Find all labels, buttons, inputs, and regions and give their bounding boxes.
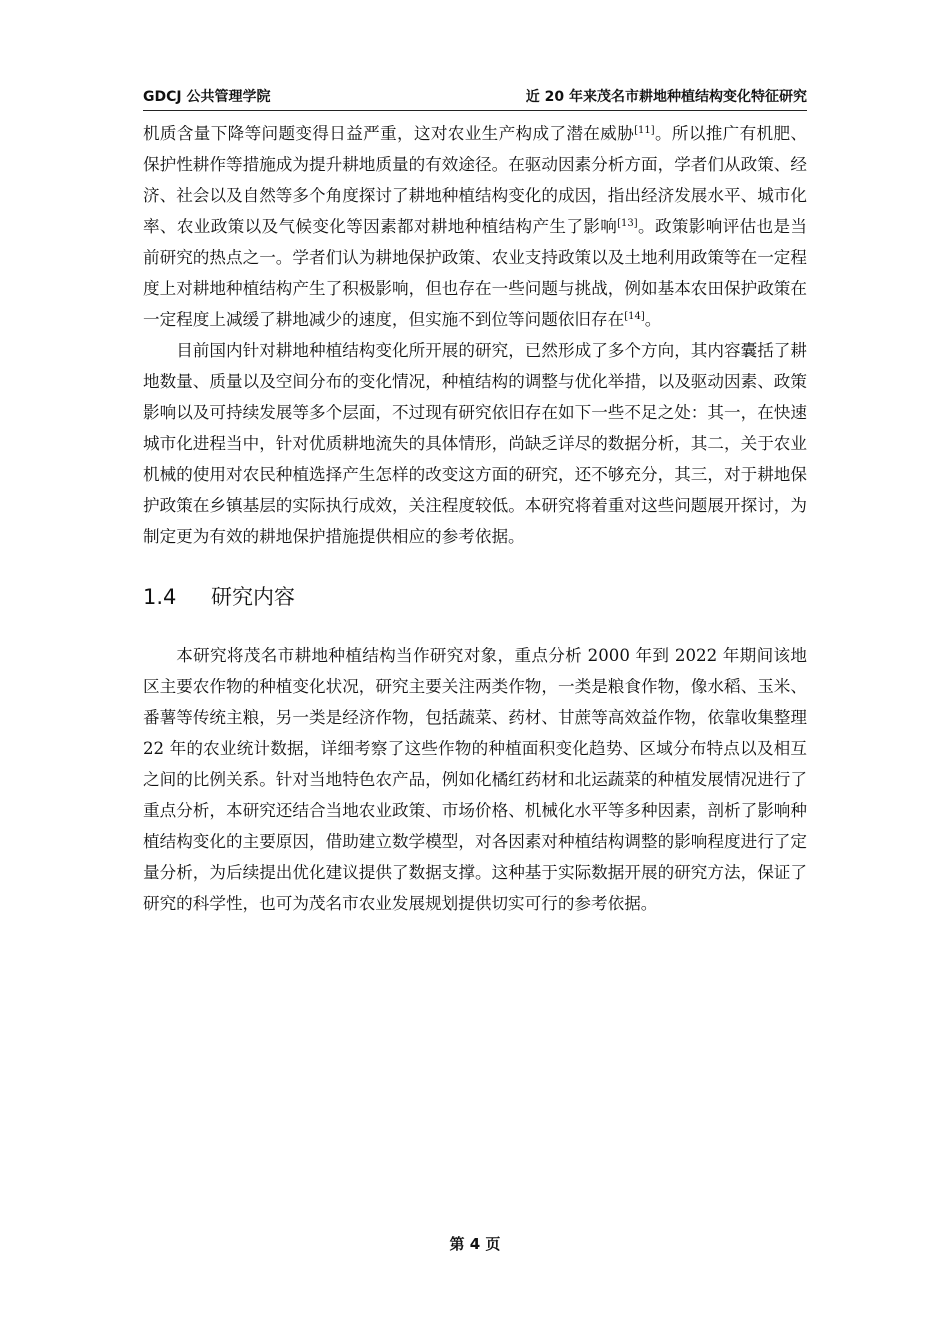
page-header [143, 86, 807, 106]
citation: [11] [634, 125, 655, 136]
paragraph-research-gaps: 目前国内针对耕地种植结构变化所开展的研究，已然形成了多个方向，其内容囊括了耕地数量、质量以及空间分布的变化情况，种植结构的调整与优化举措，以及驱动因素、政策影响以及可持续发展等多个层面，不过现有研究依旧存在如下一些不足之处：其一，在快速城市化进程当中，针对优质耕地流失的具体情形，尚缺乏详尽的数据分析，其二，关于农业机械的使用对农民种植选择产生怎样的改变这方面的研究，还不够充分，其三，对于耕地保护政策在乡镇基层的实际执行成效，关注程度较低。本研究将着重对这些问题展开探讨，为制定更为有效的耕地保护措施提供相应的参考依据。 [143, 341, 807, 546]
paragraph-text: 机质含量下降等问题变得日益严重，这对农业生产构成了潜在威胁 [143, 124, 635, 143]
paragraph-text: 。 [644, 310, 662, 329]
paragraph-text: 。政策影响评估也是当前研究的热点之一。学者们认为耕地保护政策、农业支持政策以及土地利用政策等在一定程度上对耕地种植结构产生了积极影响，但也存在一些问题与挑战，例如基本农田保护政策在一定程度上减缓了耕地减少的速度，但实施不到位等问题依旧存在 [143, 217, 808, 329]
body-text [143, 118, 807, 919]
header-divider [143, 110, 807, 111]
citation: [13] [617, 218, 638, 229]
header-institution: GDCJ 公共管理学院 [143, 89, 271, 105]
header-paper-title: 近 20 年来茂名市耕地种植结构变化特征研究 [525, 89, 807, 105]
section-number: 1.4 [143, 585, 177, 609]
paragraph-text: 。所以推广有机肥、保护性耕作等措施成为提升耕地质量的有效途径。在驱动因素分析方面，学者们从政策、经济、社会以及自然等多个角度探讨了耕地种植结构变化的成因，指出经济发展水平、城市化率、农业政策以及气候变化等因素都对耕地种植结构产生了影响 [143, 124, 808, 236]
paragraph-research-content: 本研究将茂名市耕地种植结构当作研究对象，重点分析 2000 年到 2022 年期间该地区主要农作物的种植变化状况，研究主要关注两类作物，一类是粮食作物，像水稻、玉米、番薯等传统主粮，另一类是经济作物，包括蔬菜、药材、甘蔗等高效益作物，依靠收集整理 22 年的农业统计数据，详细考察了这些作物的种植面积变化趋势、区域分布特点以及相互之间的比例关系。针对当地特色农产品，例如化橘红药材和北运蔬菜的种植发展情况进行了重点分析，本研究还结合当地农业政策、市场价格、机械化水平等多种因素，剖析了影响种植结构变化的主要原因，借助建立数学模型，对各因素对种植结构调整的影响程度进行了定量分析，为后续提出优化建议提供了数据支撑。这种基于实际数据开展的研究方法，保证了研究的科学性，也可为茂名市农业发展规划提供切实可行的参考依据。 [143, 646, 807, 913]
citation: [14] [624, 311, 645, 322]
section-heading [143, 582, 807, 612]
paragraph-continued [143, 118, 807, 335]
page-number: 第 4 页 [449, 1235, 501, 1253]
section-title: 研究内容 [211, 585, 295, 609]
